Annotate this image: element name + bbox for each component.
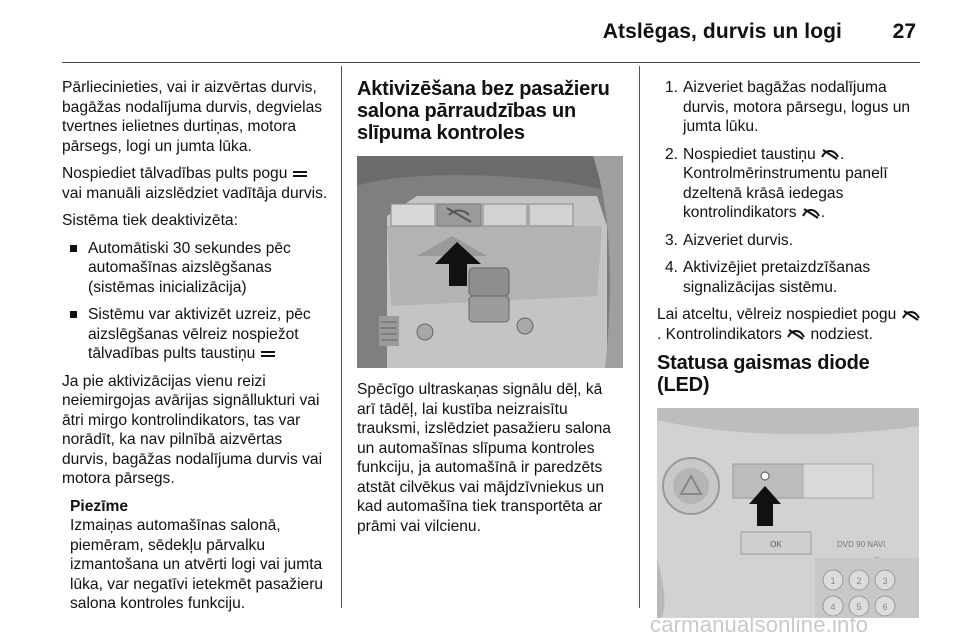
ok-button-label: OK	[770, 540, 782, 549]
disable-monitoring-icon	[801, 207, 821, 219]
page-header	[0, 0, 960, 62]
disable-monitoring-icon	[786, 328, 806, 340]
list-item	[657, 231, 923, 251]
note-title: Piezīme	[70, 497, 129, 515]
keypad-key: 3	[882, 576, 888, 586]
radio-model-label: DVD 90 NAVI	[837, 540, 886, 549]
disable-monitoring-icon	[820, 148, 840, 160]
step-number: 3.	[665, 231, 679, 249]
disable-monitoring-icon	[901, 309, 921, 321]
manual-lock-text: vai manuāli aizslēdziet vadītāja durvis.	[62, 184, 328, 202]
paragraph-deactivated: Sistēma tiek deaktivizēta:	[62, 212, 238, 229]
cancel-text: . Kontrolindikators	[657, 325, 782, 343]
column-right	[657, 78, 923, 618]
list-item	[657, 78, 923, 137]
lock-button-icon	[292, 169, 308, 179]
keypad-key: 2	[856, 576, 862, 586]
header-divider	[62, 62, 920, 63]
section-heading: Statusa gaismas diode (LED)	[657, 352, 870, 396]
lock-button-icon	[260, 349, 276, 359]
list-item	[657, 258, 923, 297]
cancel-text: nodziest.	[810, 325, 873, 343]
paragraph-press-lock	[62, 164, 328, 203]
step-text: Aizveriet durvis.	[683, 231, 794, 249]
paragraph-warning: Ja pie aktivizācijas vienu reizi neiemirgojas avārijas signāllukturi vai ātri mirgo kontrolindikators, tas var norādīt, ka nav pilnībā aizvērtas durvis, bagāžas nodalījuma durvis vai motora pārsegs.	[62, 372, 323, 487]
list-item	[62, 239, 328, 298]
note-block	[62, 497, 328, 614]
bullet-icon	[70, 311, 77, 318]
watermark: carmanualsonline.info	[650, 612, 869, 637]
column-left	[62, 78, 328, 614]
bullet-icon	[70, 245, 77, 252]
step-text: Aizveriet bagāžas nodalījuma durvis, motora pārsegu, logus un jumta lūku.	[683, 79, 911, 135]
column-middle	[357, 78, 623, 544]
step-text: Aktivizējiet pretaizdzīšanas signalizācijas sistēmu.	[683, 259, 871, 296]
note-text: Izmaiņas automašīnas salonā, piemēram, sēdekļu pārvalku izmantošana un atvērti logi vai jumta lūka, var negatīvi ietekmēt pasažieru salona kontroles funkciju.	[70, 517, 324, 612]
step-number: 1.	[665, 79, 679, 96]
list-item: 2. Nospiediet taustiņu . Kontrolmērinstrumentu panelī dzeltenā krāsā iedegas kontrolindikators .	[665, 145, 888, 221]
bullet-text: Sistēmu var aktivizēt uzreiz, pēc aizslēgšanas vēlreiz nospiežot tālvadības pults taustiņu	[88, 306, 311, 362]
keypad-key: 1	[830, 576, 836, 586]
column-divider-right	[639, 66, 640, 608]
paragraph-cancel	[657, 305, 923, 344]
paragraph-ultrasonic: Spēcīgo ultraskaņas signālu dēļ, kā arī tādēļ, lai kustība neizraisītu trauksmi, izslēdziet pasažieru salona un automašīnas slīpuma kontroles funkciju, ja automašīnā ir paredzēts atstāt cilvēkus vai mājdzīvniekus un kad automašīna tiek transportēta ar prāmi vai vilcienu.	[357, 381, 611, 535]
keypad-key: 4	[830, 602, 836, 612]
section-heading: Aktivizēšana bez pasažieru salona pārraudzības un slīpuma kontroles	[357, 78, 610, 144]
step-number: 2.	[665, 145, 679, 163]
page-number: 27	[892, 20, 916, 43]
list-item	[62, 305, 328, 364]
console-switch-illustration	[357, 156, 623, 368]
keypad-key: 5	[856, 602, 862, 612]
press-lock-text: Nospiediet tālvadības pults pogu	[62, 165, 288, 182]
column-divider-left	[341, 66, 342, 608]
keypad-key: 6	[882, 602, 888, 612]
led-dashboard-illustration	[657, 408, 919, 618]
cancel-text: Lai atceltu, vēlreiz nospiediet pogu	[657, 306, 897, 323]
paragraph-check-closed: Pārliecinieties, vai ir aizvērtas durvis, bagāžas nodalījuma durvis, degvielas tvertnes ielietnes durtiņas, motora pārsegs, logi un jumta lūka.	[62, 79, 323, 155]
step-text: Kontrolmērinstrumentu panelī dzeltenā krāsā iedegas kontrolindikators	[683, 165, 888, 221]
step-number: 4.	[665, 259, 679, 276]
step-text: Nospiediet taustiņu	[683, 145, 816, 163]
page-title: Atslēgas, durvis un logi	[602, 20, 842, 43]
bullet-text: Automātiski 30 sekundes pēc automašīnas aizslēgšanas (sistēmas inicializācija)	[88, 239, 291, 296]
